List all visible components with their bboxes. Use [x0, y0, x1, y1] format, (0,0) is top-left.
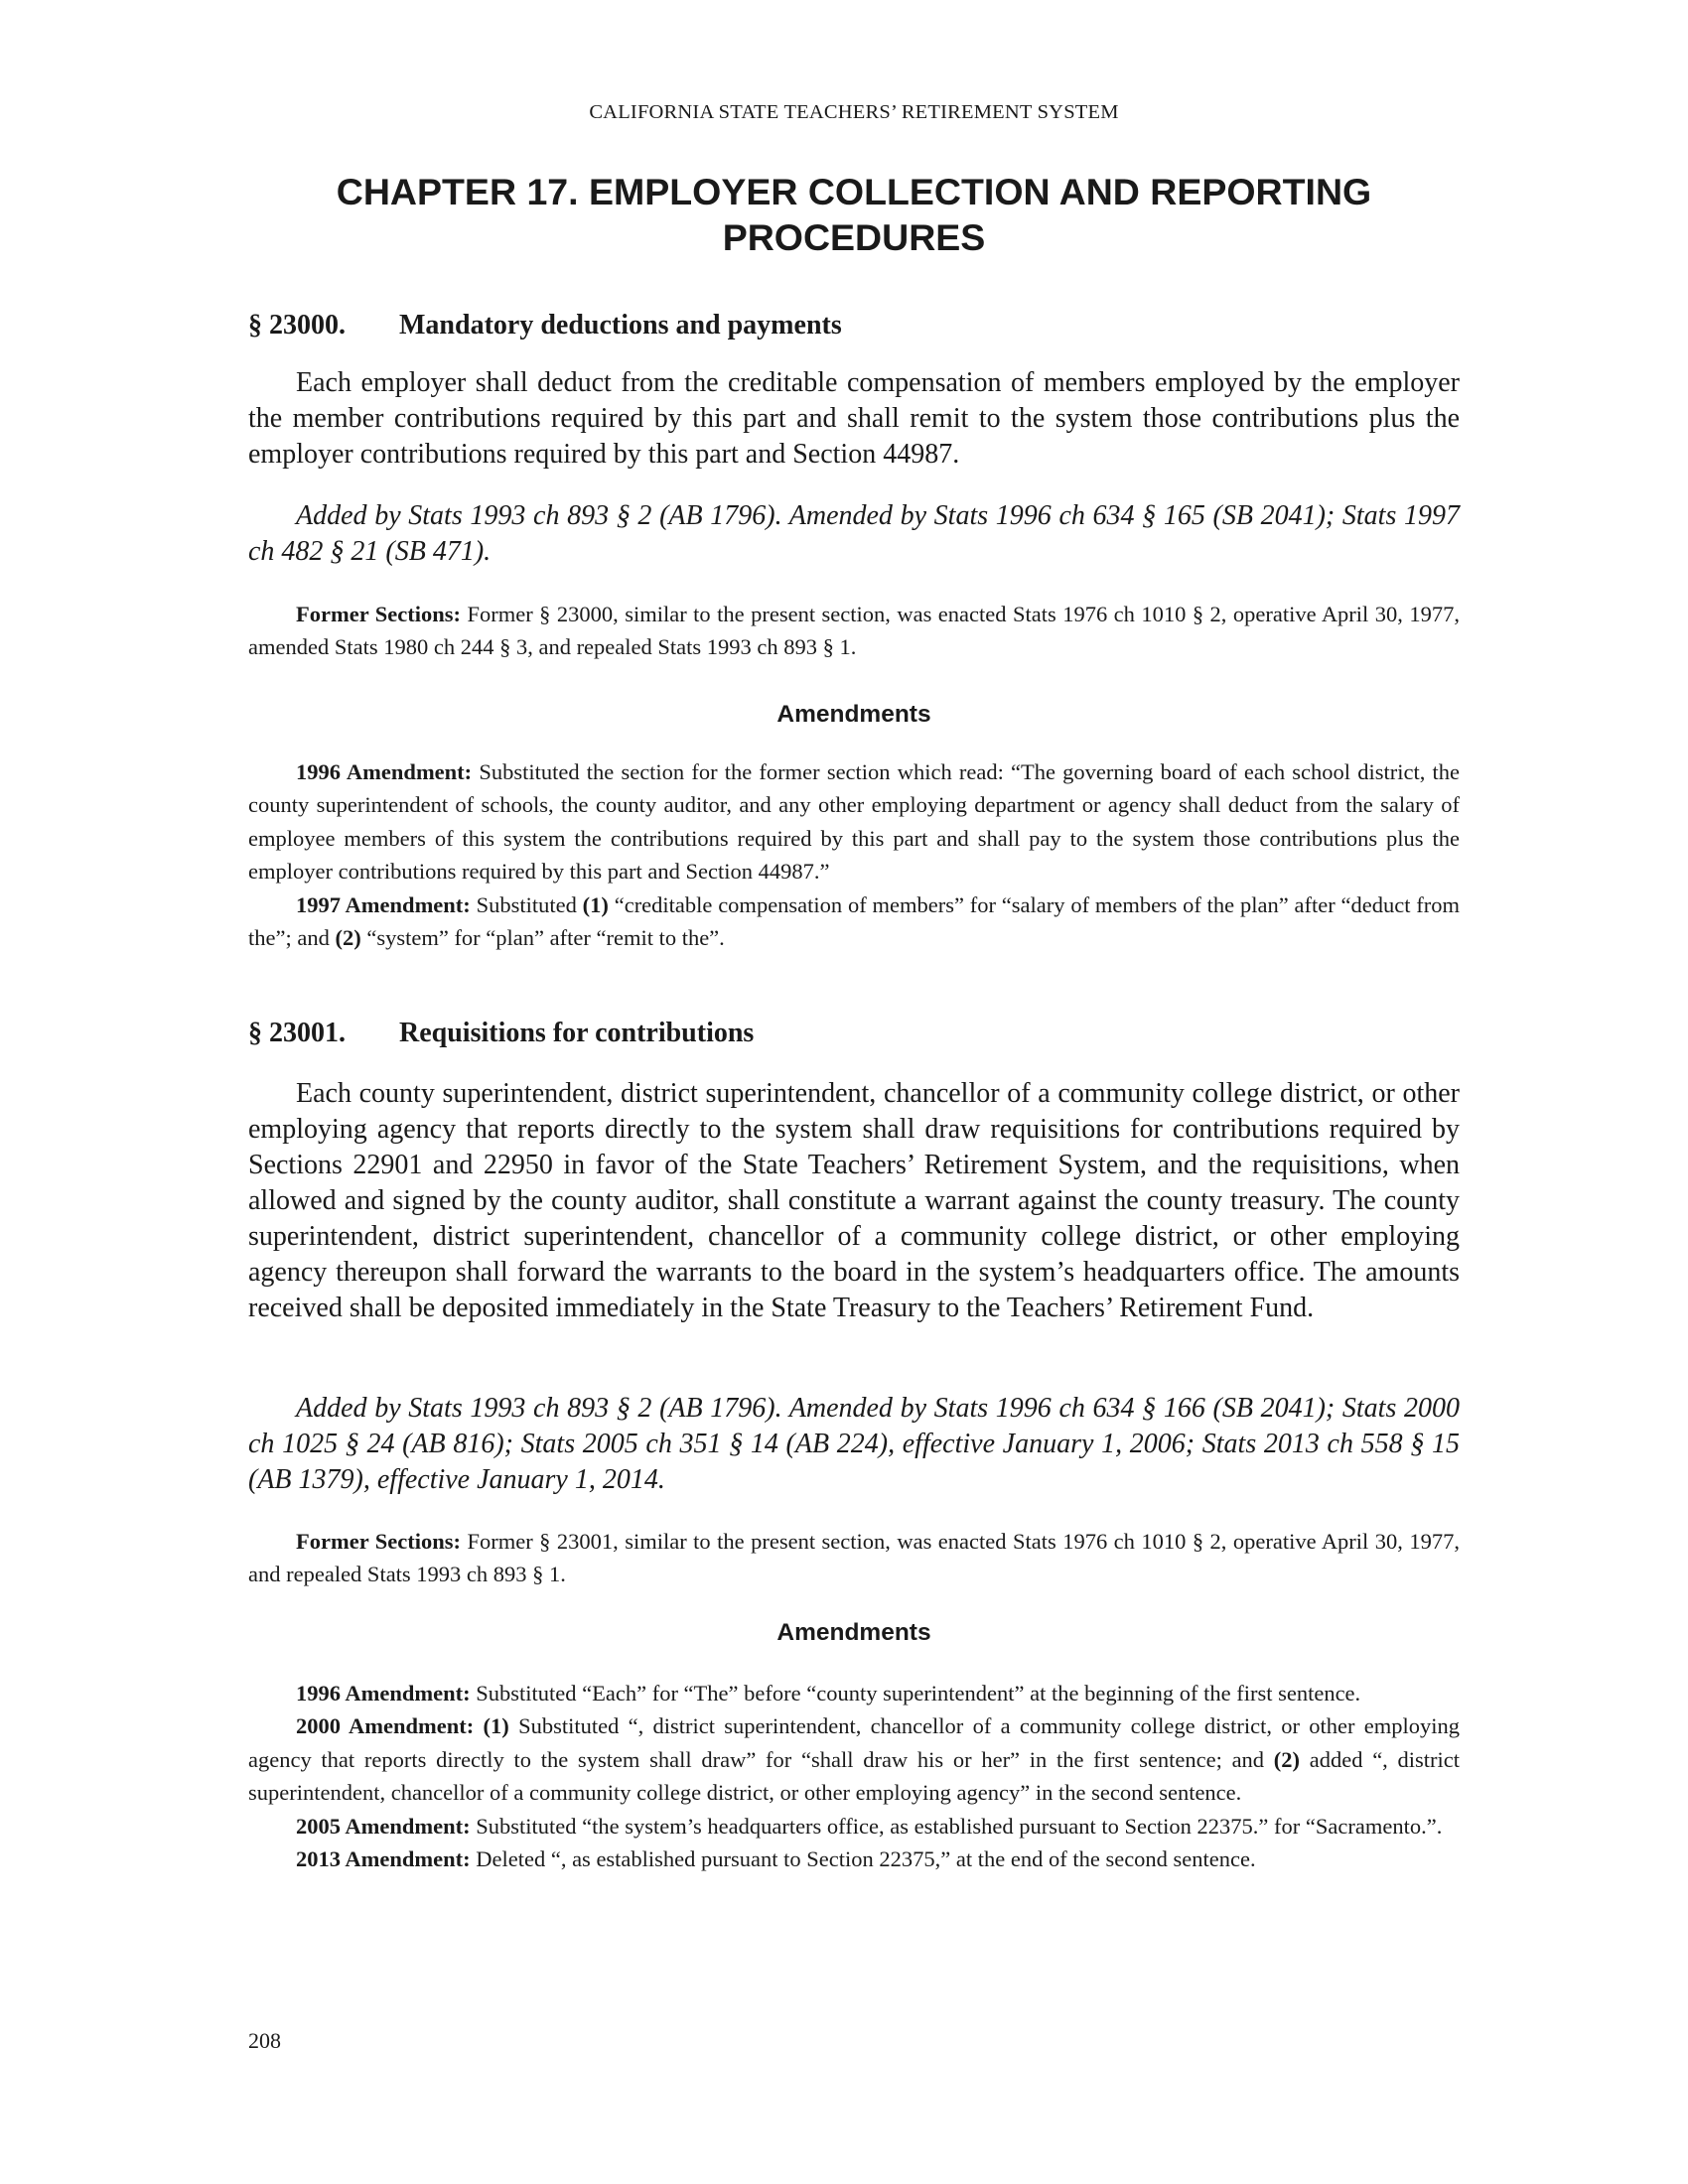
amendment-text: “system” for “plan” after “remit to the”.: [360, 925, 725, 951]
running-head: CALIFORNIA STATE TEACHERS’ RETIREMENT SYSTEM: [589, 101, 1119, 123]
section-body: Each employer shall deduct from the creditable compensation of members employed by the employer the member contributions required by this part and shall remit to the system those contributions plus the employer contributions required by this part and Section 44987.: [248, 367, 1460, 470]
amendment-entry: [248, 1843, 1460, 1875]
amendment-label: 1996 Amendment:: [296, 1681, 471, 1706]
former-sections-note: [248, 598, 1460, 663]
amendments-heading: Amendments: [776, 701, 931, 728]
amendment-entry: [248, 1709, 1460, 1809]
former-sections-text: Former § 23000, similar to the present section, was enacted Stats 1976 ch 1010 § 2, operative April 30, 1977, amended Stats 1980 ch 244 § 3, and repealed Stats 1993 ch 893 § 1.: [248, 602, 1460, 659]
amendment-label: 1997 Amendment:: [296, 891, 471, 917]
amendment-text: added “, district superintendent, chancellor of a community college district, or other employing agency” in the second sentence.: [248, 1746, 1461, 1806]
amendments-list: [248, 1677, 1460, 1875]
amendment-text: [474, 1713, 483, 1738]
amendment-text: Substituted the section for the former section which read: “The governing board of each school district, the county superintendent of schools, the county auditor, and any other employing department or agency shall deduct from the salary of employee members of this system the contributions required by this part and shall pay to the system those contributions plus the employer contributions required by this part and Section 44987.”: [248, 759, 1460, 885]
amendment-entry: [248, 755, 1460, 888]
section-title: Requisitions for contributions: [399, 1018, 755, 1048]
section-title: Mandatory deductions and payments: [399, 310, 842, 341]
amendment-label: 2000 Amendment:: [296, 1713, 475, 1739]
amendment-text: “creditable compensation of members” for “salary of members of the plan” after “deduct from the”; and: [248, 891, 1460, 951]
section-number: § 23001.: [248, 1018, 346, 1048]
amendment-text: Substituted “, district superintendent, chancellor of a community college district, or other employing agency that reports directly to the system shall draw” for “shall draw his or her” in the first sentence; and: [248, 1713, 1460, 1772]
history-note: Added by Stats 1993 ch 893 § 2 (AB 1796). Amended by Stats 1996 ch 634 § 166 (SB 2041); Stats 2000 ch 1025 § 24 (AB 816); Stats 2005 ch 351 § 14 (AB 224), effective January 1, 2006; Stats 2013 ch 558 § 15 (AB 1379), effective January 1, 2014.: [248, 1393, 1460, 1495]
amendments-list: [248, 755, 1460, 954]
amendment-item-marker: (2): [1273, 1746, 1301, 1772]
chapter-title: CHAPTER 17. EMPLOYER COLLECTION AND REPORTING PROCEDURES: [336, 171, 1372, 258]
former-sections-label: Former Sections:: [296, 602, 461, 626]
amendment-label: 1996 Amendment:: [296, 759, 473, 784]
amendment-text: Deleted “, as established pursuant to Section 22375,” at the end of the second sentence.: [470, 1846, 1256, 1872]
amendment-text: Substituted “the system’s headquarters office, as established pursuant to Section 22375.” for “Sacramento.”.: [470, 1813, 1443, 1839]
amendment-item-marker: (1): [582, 891, 609, 917]
former-sections-text: Former § 23001, similar to the present section, was enacted Stats 1976 ch 1010 § 2, operative April 30, 1977, and repealed Stats 1993 ch 893 § 1.: [248, 1529, 1460, 1586]
section-body: Each county superintendent, district superintendent, chancellor of a community college district, or other employing agency that reports directly to the system shall draw requisitions for contributions required by Sections 22901 and 22950 in favor of the State Teachers’ Retirement System, and the requisitions, when allowed and signed by the county auditor, shall constitute a warrant against the county treasury. The county superintendent, district superintendent, chancellor of a community college district, or other employing agency thereupon shall forward the warrants to the board in the system’s headquarters office. The amounts received shall be deposited immediately in the State Treasury to the Teachers’ Retirement Fund.: [248, 1078, 1460, 1323]
amendment-label: 2005 Amendment:: [296, 1813, 471, 1839]
amendment-item-marker: (2): [335, 925, 361, 951]
former-sections-note: [248, 1525, 1460, 1590]
amendments-heading: Amendments: [776, 1619, 931, 1646]
former-sections-label: Former Sections:: [296, 1529, 461, 1554]
history-note: Added by Stats 1993 ch 893 § 2 (AB 1796). Amended by Stats 1996 ch 634 § 165 (SB 2041); Stats 1997 ch 482 § 21 (SB 471).: [248, 500, 1460, 567]
amendment-item-marker: (1): [483, 1713, 509, 1739]
amendment-label: 2013 Amendment:: [296, 1846, 471, 1872]
section-number: § 23000.: [248, 310, 346, 341]
section-heading: [248, 1018, 754, 1049]
page-number: 208: [248, 2028, 281, 2053]
amendment-text: Substituted “Each” for “The” before “county superintendent” at the beginning of the first sentence.: [470, 1681, 1361, 1706]
section-heading: [248, 310, 842, 341]
amendment-entry: [248, 1810, 1460, 1843]
amendment-entry: [248, 888, 1460, 955]
amendment-entry: [248, 1677, 1460, 1709]
amendment-text: Substituted: [470, 891, 583, 917]
